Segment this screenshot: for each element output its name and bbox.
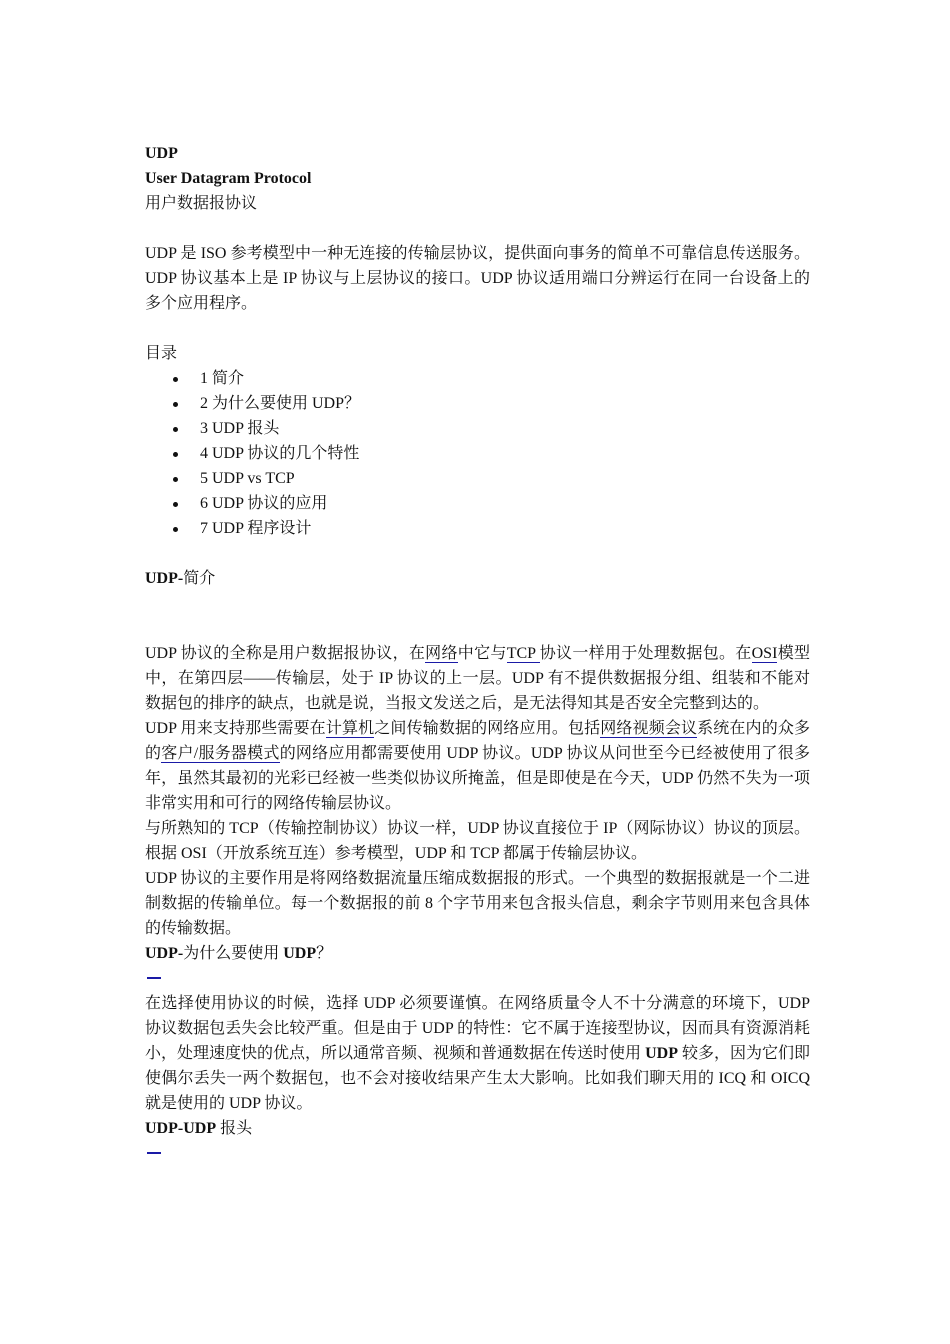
text-run: 较多，因为它们即使偶尔丢失一两个数据包，也不会对接收结果产生太大影响。比如我们聊天用的 ICQ 和 OICQ 就是使用的 UDP 协议。 [145, 1045, 810, 1112]
heading-bold: UDP- [145, 570, 184, 587]
why-paragraph [145, 991, 810, 1116]
intro-p1 [145, 641, 810, 716]
document-page [145, 141, 810, 1166]
link-computer[interactable]: 计算机 [325, 720, 375, 737]
text-run: UDP 协议的全称是用户数据报协议，在 [145, 645, 426, 662]
link-tcp[interactable]: TCP [506, 645, 540, 662]
intro-p4: UDP 协议的主要作用是将网络数据流量压缩成数据报的形式。一个典型的数据报就是一个二进制数据的传输单位。每一个数据报的前 8 个字节用来包含报头信息，剩余字节则用来包含具体的传输数据。 [145, 870, 810, 937]
intro-p2 [145, 716, 810, 816]
doc-cn-title: 用户数据报协议 [145, 195, 258, 212]
toc-item[interactable]: 6 UDP 协议的应用 [145, 491, 810, 516]
bold-run: UDP [645, 1045, 678, 1062]
text-run: UDP 用来支持那些需要在 [145, 720, 326, 737]
doc-subtitle: User Datagram Protocol [145, 170, 312, 187]
link-network[interactable]: 网络 [425, 645, 458, 662]
heading-bold: UDP- [145, 945, 184, 962]
text-run: 之间传输数据的网络应用。包括 [374, 720, 601, 737]
text-run: 模型中，在第四层——传输层，处于 IP 协议的上一层。UDP 有不提供数据报分组、组装和不能对数据包的排序的缺点，也就是说，当报文发送之后，是无法得知其是否安全完整到达的。 [145, 645, 810, 712]
text-run: 的网络应用都需要使用 UDP 协议。UDP 协议从问世至今已经被使用了很多年，虽然其最初的光彩已经被一些类似协议所掩盖，但是即使是在今天，UDP 仍然不失为一项非常实用和可行的网络传输层协议。 [145, 745, 810, 812]
anchor-link-mark[interactable] [147, 977, 161, 979]
heading-bold: UDP-UDP [145, 1120, 217, 1137]
toc-label: 目录 [145, 345, 178, 362]
heading-text: ？ [316, 945, 333, 962]
heading-text: 简介 [183, 570, 216, 587]
toc-item[interactable]: 4 UDP 协议的几个特性 [145, 441, 810, 466]
intro-paragraph: UDP 是 ISO 参考模型中一种无连接的传输层协议，提供面向事务的简单不可靠信息传送服务。 UDP 协议基本上是 IP 协议与上层协议的接口。UDP 协议适用端口分辨运行在同一台设备上的多个应用程序。 [145, 245, 810, 312]
heading-bold: UDP [283, 945, 317, 962]
link-client-server[interactable]: 客户/服务器模式 [161, 745, 280, 762]
section-heading-header [145, 1116, 810, 1141]
intro-p3: 与所熟知的 TCP（传输控制协议）协议一样，UDP 协议直接位于 IP（网际协议）协议的顶层。根据 OSI（开放系统互连）参考模型，UDP 和 TCP 都属于传输层协议。 [145, 820, 810, 862]
doc-title: UDP [145, 145, 178, 162]
toc-item[interactable]: 7 UDP 程序设计 [145, 516, 810, 541]
toc-item[interactable]: 2 为什么要使用 UDP？ [145, 391, 810, 416]
toc-item[interactable]: 1 简介 [145, 366, 810, 391]
text-run: 协议一样用于处理数据包。在 [539, 645, 752, 662]
heading-text: 报头 [216, 1120, 253, 1137]
text-run: 系统在内的众多的 [145, 720, 810, 762]
section-heading-why [145, 941, 810, 966]
anchor-link-mark[interactable] [147, 1152, 161, 1154]
toc-item[interactable]: 5 UDP vs TCP [145, 466, 810, 491]
link-osi[interactable]: OSI [751, 645, 778, 662]
text-run: 中它与 [457, 645, 507, 662]
link-video-conference[interactable]: 网络视频会议 [600, 720, 698, 737]
text-run: 在选择使用协议的时候，选择 UDP 必须要谨慎。在网络质量令人不十分满意的环境下，UDP 协议数据包丢失会比较严重。但是由于 UDP 的特性：它不属于连接型协议，因而具有资源消耗小，处理速度快的优点，所以通常音频、视频和普通数据在传送时使用 [145, 995, 810, 1062]
heading-text: 为什么要使用 [183, 945, 284, 962]
toc-item[interactable]: 3 UDP 报头 [145, 416, 810, 441]
toc-list [145, 366, 810, 541]
section-heading-intro [145, 566, 810, 591]
